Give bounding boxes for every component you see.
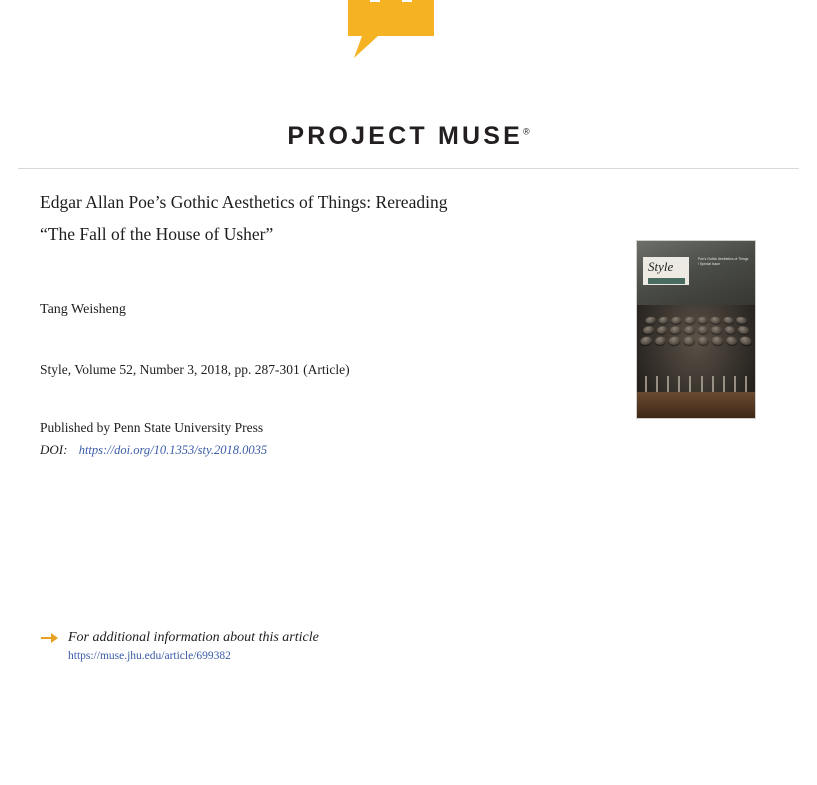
article-publisher: Published by Penn State University Press bbox=[40, 420, 264, 435]
additional-info-block bbox=[40, 630, 600, 664]
typebar bbox=[667, 376, 669, 392]
doi-link[interactable]: https://doi.org/10.1353/sty.2018.0035 bbox=[78, 443, 268, 457]
key bbox=[712, 336, 724, 344]
key bbox=[726, 336, 738, 344]
typebar bbox=[689, 376, 691, 392]
journal-cover-image bbox=[636, 240, 756, 419]
cover-title-bar bbox=[648, 278, 685, 284]
muse-mark-icon bbox=[344, 0, 474, 125]
project-muse-wordmark bbox=[0, 122, 817, 151]
key bbox=[724, 326, 736, 333]
key bbox=[738, 326, 750, 333]
typebar bbox=[745, 376, 747, 392]
typebar bbox=[734, 376, 736, 392]
header-divider bbox=[18, 168, 799, 169]
project-muse-logo bbox=[0, 0, 817, 168]
key bbox=[639, 336, 652, 344]
article-citation: Style, Volume 52, Number 3, 2018, pp. 287-301 (Article) bbox=[40, 362, 350, 377]
key bbox=[642, 326, 654, 333]
key bbox=[697, 326, 708, 333]
key bbox=[645, 317, 657, 324]
key bbox=[671, 317, 682, 324]
typebar bbox=[701, 376, 703, 392]
cover-caption: Poe's Gothic Aesthetics of Things / Special Issue bbox=[698, 257, 749, 266]
article-author: Tang Weisheng bbox=[40, 302, 126, 317]
key bbox=[740, 336, 753, 344]
typebar bbox=[712, 376, 714, 392]
doi-label: DOI: bbox=[40, 442, 68, 457]
key bbox=[723, 317, 734, 324]
wordmark-text: PROJECT MUSE bbox=[287, 122, 523, 150]
key bbox=[683, 336, 694, 344]
cover-journal-title-box bbox=[643, 257, 689, 285]
key bbox=[670, 326, 681, 333]
cover-journal-name: Style bbox=[648, 259, 674, 274]
article-url-link[interactable]: https://muse.jhu.edu/article/699382 bbox=[68, 650, 231, 662]
article-title-line-2: “The Fall of the House of Usher” bbox=[40, 224, 274, 244]
article-record bbox=[40, 186, 600, 458]
cover-bottom-bar bbox=[637, 392, 755, 418]
page-title bbox=[40, 186, 600, 250]
key bbox=[654, 336, 666, 344]
key bbox=[698, 336, 709, 344]
typebar bbox=[656, 376, 658, 392]
additional-info-row bbox=[40, 630, 600, 646]
key bbox=[736, 317, 748, 324]
doi-row bbox=[40, 442, 600, 458]
key-grid bbox=[639, 317, 752, 345]
key bbox=[697, 317, 707, 324]
arrow-right-icon bbox=[40, 631, 60, 645]
key bbox=[656, 326, 668, 333]
additional-info-text: For additional information about this article bbox=[68, 630, 319, 645]
typebar bbox=[645, 376, 647, 392]
key bbox=[658, 317, 669, 324]
key bbox=[711, 326, 722, 333]
cover-typebars bbox=[645, 376, 747, 392]
key bbox=[684, 326, 695, 333]
key bbox=[710, 317, 721, 324]
key bbox=[669, 336, 681, 344]
registered-mark: ® bbox=[523, 126, 530, 137]
typebar bbox=[723, 376, 725, 392]
key bbox=[684, 317, 694, 324]
typebar bbox=[678, 376, 680, 392]
article-title-line-1: Edgar Allan Poe’s Gothic Aesthetics of Things: Rereading bbox=[40, 192, 448, 212]
